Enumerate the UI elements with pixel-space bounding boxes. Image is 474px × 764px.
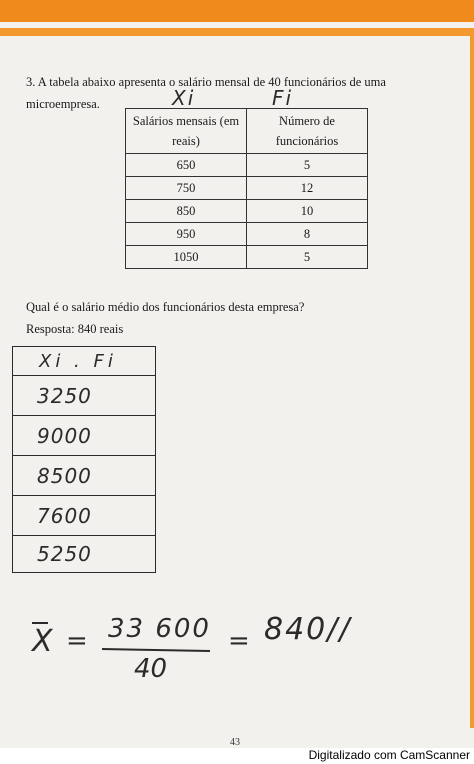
handwritten-value: 9000 (13, 416, 156, 456)
equals-sign-2: = (228, 626, 250, 656)
table-row (126, 246, 368, 269)
question-line-2: microempresa. (26, 97, 100, 111)
cell-employees: 12 (247, 177, 368, 200)
salary-table (125, 108, 368, 269)
handwritten-table (12, 346, 156, 573)
cell-salary: 750 (126, 177, 247, 200)
equals-sign: = (66, 626, 88, 656)
orange-border-stripe (0, 28, 474, 36)
footer-bar (0, 748, 474, 764)
table-row (126, 154, 368, 177)
cell-employees: 5 (247, 246, 368, 269)
page-number: 43 (230, 737, 240, 748)
orange-border-right (470, 28, 474, 728)
table-row (126, 177, 368, 200)
question-line-1: 3. A tabela abaixo apresenta o salário mensal de 40 funcionários de uma (26, 75, 386, 89)
cell-salary: 850 (126, 200, 247, 223)
answer-text: Resposta: 840 reais (26, 322, 124, 336)
handwritten-value: 7600 (13, 496, 156, 536)
handwritten-value: 3250 (13, 376, 156, 416)
cell-employees: 5 (247, 154, 368, 177)
table-row (126, 223, 368, 246)
cell-employees: 10 (247, 200, 368, 223)
handwritten-xi-label: Xi (172, 86, 196, 110)
handwritten-header: Xi . Fi (13, 347, 156, 376)
result: 840// (264, 612, 352, 647)
denominator: 40 (134, 654, 168, 684)
header-employees: Número de funcionários (247, 109, 368, 154)
header-salary: Salários mensais (em reais) (126, 109, 247, 154)
handwritten-value: 5250 (13, 536, 156, 573)
handwritten-value: 8500 (13, 456, 156, 496)
cell-salary: 1050 (126, 246, 247, 269)
orange-border-top (0, 0, 474, 22)
table-header-row (126, 109, 368, 154)
fraction-line (102, 648, 210, 652)
numerator: 33 600 (108, 614, 211, 644)
cell-salary: 650 (126, 154, 247, 177)
sub-question: Qual é o salário médio dos funcionários desta empresa? (26, 300, 305, 314)
handwritten-fi-label: Fi (272, 86, 294, 110)
cell-salary: 950 (126, 223, 247, 246)
scanner-watermark: Digitalizado com CamScanner (308, 748, 470, 762)
mean-symbol: X (32, 624, 53, 659)
cell-employees: 8 (247, 223, 368, 246)
table-row (126, 200, 368, 223)
